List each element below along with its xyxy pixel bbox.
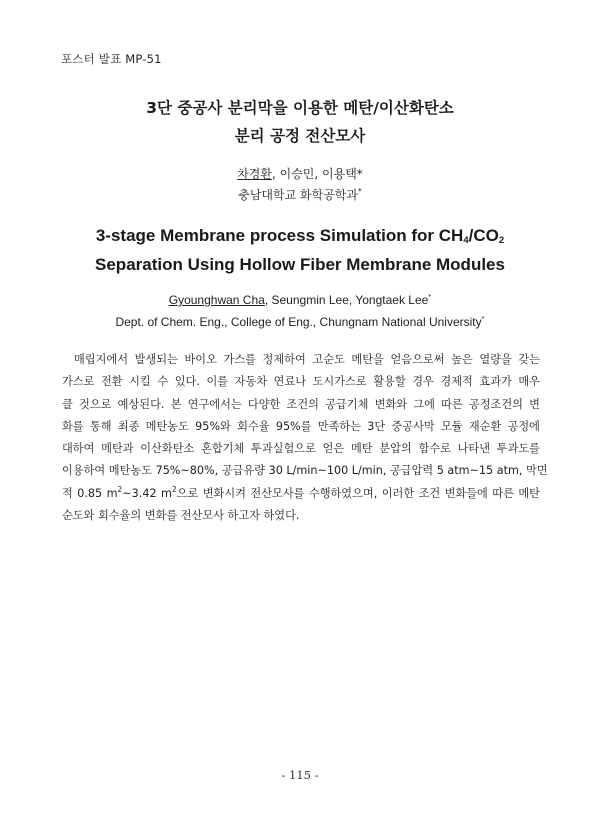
english-title-line-2: Separation Using Hollow Fiber Membrane Modules [95, 255, 505, 274]
abstract-body [62, 349, 548, 527]
abstract-area-text-a: 적 0.85 m [62, 486, 118, 500]
english-affiliation [0, 315, 600, 329]
session-label: 포스터 발표 MP-51 [61, 52, 162, 66]
english-title-sub-co2: 2 [498, 235, 505, 246]
korean-first-author: 차경환 [237, 167, 272, 181]
english-title-prefix: 3-stage Membrane process Simulation for CH [95, 226, 464, 245]
english-authors [0, 293, 600, 307]
korean-authors [0, 165, 600, 182]
korean-affiliation [0, 186, 600, 203]
korean-title-line-2: 분리 공정 전산모사 [234, 127, 366, 145]
abstract-line: 클 것으로 예상된다. 본 연구에서는 다양한 조건의 공급기체 변화와 그에 따른 공정조건의 변 [62, 397, 540, 411]
english-affiliation-mark: * [481, 314, 485, 323]
abstract-line-with-units [62, 483, 540, 505]
page-number: - 115 - [281, 768, 319, 782]
abstract-line: 매립지에서 발생되는 바이오 가스를 정제하여 고순도 메탄을 얻음으로써 높은 열량을 갖는 [74, 353, 540, 366]
english-title-line-1 [0, 226, 600, 246]
english-other-authors: , Seungmin Lee, Yongtaek Lee [264, 293, 429, 307]
abstract-area-sup-1: 2 [117, 484, 123, 494]
abstract-line: 화를 통해 최종 메탄농도 95%와 회수율 95%를 만족하는 3단 중공사막 모듈 재순환 공정에 [62, 419, 540, 433]
english-first-author: Gyounghwan Cha [168, 293, 265, 307]
english-title-mid: /CO [468, 226, 499, 245]
korean-title-line-1: 3단 중공사 분리막을 이용한 메탄/이산화탄소 [146, 99, 454, 117]
english-title-sub-ch4: 4 [463, 235, 469, 246]
korean-affiliation-mark: * [358, 187, 362, 196]
korean-affiliation-text: 충남대학교 화학공학과 [238, 188, 358, 202]
english-authors-mark: * [428, 292, 432, 301]
abstract-area-text-c: 으로 변화시켜 전산모사를 수행하였으며, 이러한 조건 변화들에 따른 메탄 [176, 486, 540, 500]
abstract-line: 대하여 메탄과 이산화탄소 혼합기체 투과실험으로 얻은 메탄 분압의 함수로 나타낸 투과도를 [62, 442, 540, 456]
korean-other-authors: , 이승민, 이용택* [271, 167, 363, 181]
english-affiliation-text: Dept. of Chem. Eng., College of Eng., Chungnam National University [115, 315, 482, 329]
abstract-line: 가스로 전환 시킬 수 있다. 이를 자동차 연료나 도시가스로 활용할 경우 경제적 효과가 매우 [62, 375, 540, 389]
abstract-area-text-b: ~3.42 m [122, 486, 172, 500]
abstract-line: 이용하여 메탄농도 75%~80%, 공급유량 30 L/min~100 L/min, 공급압력 5 atm~15 atm, 막면 [62, 464, 548, 478]
abstract-area-sup-2: 2 [171, 484, 177, 494]
abstract-line: 순도와 회수율의 변화를 전산모사 하고자 하였다. [62, 509, 300, 523]
